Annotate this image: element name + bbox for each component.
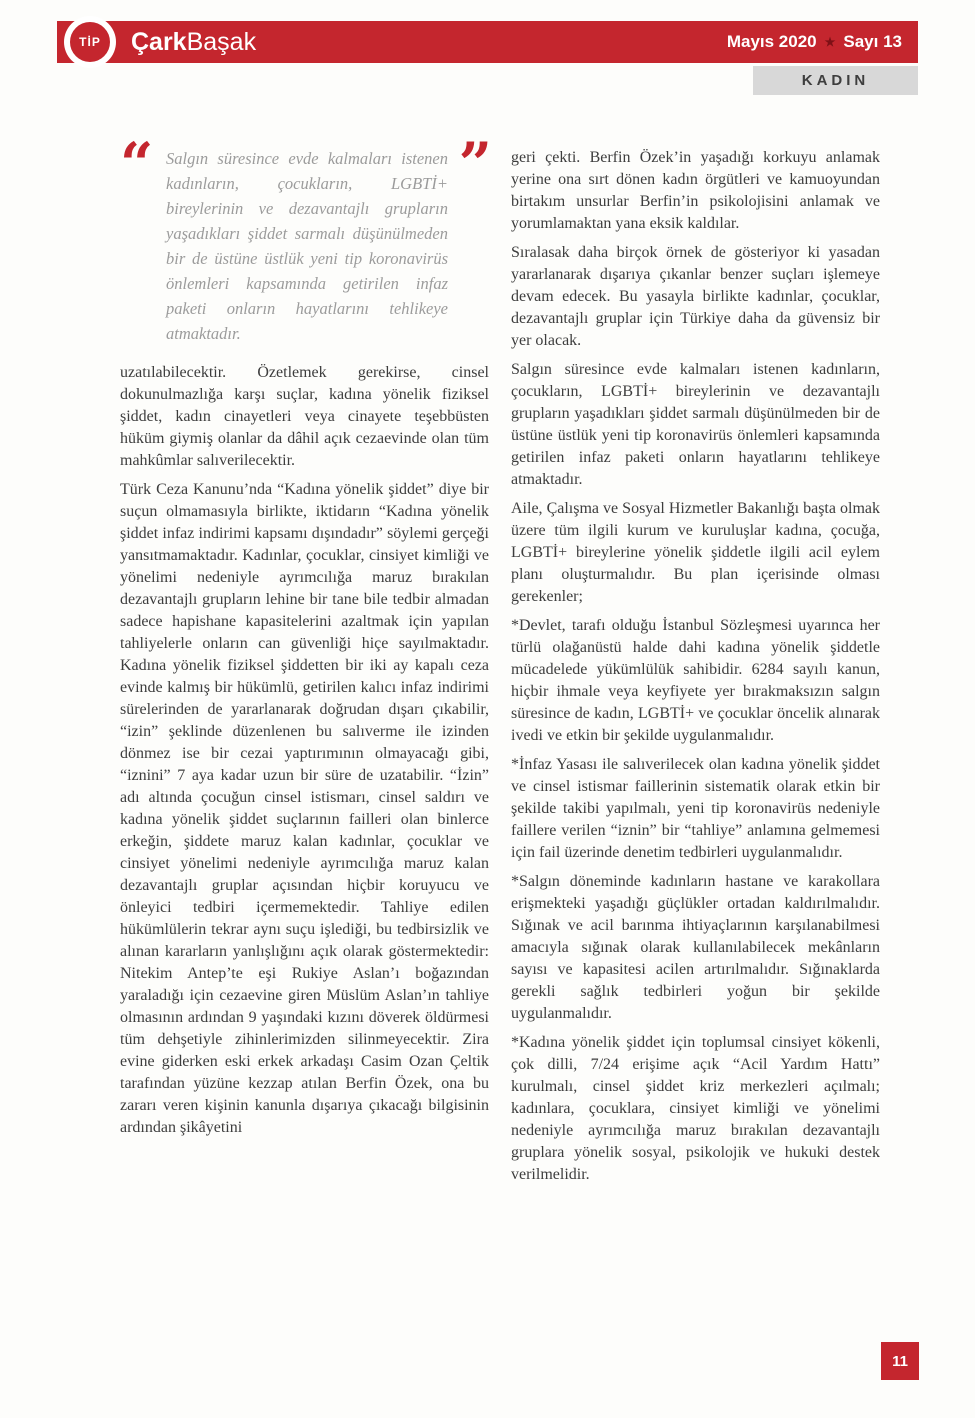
paragraph: Aile, Çalışma ve Sosyal Hizmetler Bakanlığı başta olmak üzere tüm ilgili kurum ve kuruluşlar kadına, çocuğa, LGBTİ+ bireylerine yönelik şiddetle ilgili acil eylem planı oluşturmalıdır. Bu plan içerisinde olması gerekenler; bbox=[511, 500, 880, 605]
paragraph: *Devlet, tarafı olduğu İstanbul Sözleşmesi uyarınca her türlü olağanüstü halde dahi kadına yönelik şiddetle mücadelede yükümlülük sahibidir. 6284 sayılı kanun, hiçbir ihmale veya keyfiyete yer bırakmaksızın salgın süresince de kadın, LGBTİ+ ve çocuklar öncelik alınarak ivedi ve etkin bir şekilde uygulanmalıdır. bbox=[511, 617, 880, 744]
pull-quote-text: Salgın süresince evde kalmaları istenen kadınların, çocukların, LGBTİ+ bireylerinin ve dezavantajlı grupların yaşadıkları şiddet sarmalı düşünülmeden bir de üstüne üstlük yeni tip koronavirüs önlemleri kapsamında getirilen infaz paketi onların hayatlarını tehlikeye atmaktadır. bbox=[166, 149, 448, 343]
section-label-kadin: KADIN bbox=[753, 66, 918, 95]
issue-number: Sayı 13 bbox=[843, 32, 902, 51]
paragraph: *İnfaz Yasası ile salıverilecek olan kadına yönelik şiddet ve cinsel istismar faillerinin sistematik olarak etkin bir şekilde takibi yapılmalı, yeni tip koronavirüs nedeniyle faillere verilen “iznin” bir “tahliye” anlamına gelmemesi için fail üzerinde denetim tedbirleri uygulanmalıdır. bbox=[511, 756, 880, 861]
article-right-column bbox=[511, 147, 880, 1193]
header-bar bbox=[57, 21, 918, 63]
magazine-title-part1: Çark bbox=[131, 27, 187, 56]
open-quote-icon: “ bbox=[120, 130, 154, 198]
article-left-column bbox=[120, 362, 489, 1146]
pull-quote bbox=[120, 130, 492, 346]
magazine-title bbox=[131, 27, 257, 56]
issue-month: Mayıs 2020 bbox=[726, 32, 817, 51]
paragraph: *Salgın döneminde kadınların hastane ve karakollara erişmekteki yaşadığı güçlükler ortadan kaldırılmalıdır. Sığınak ve acil barınma ihtiyaçlarının karşılanabilmesi amacıyla sığınak olarak kullanılabilecek mekânların sayısı ve kapasitesi acilen artırılmalıdır. Sığınaklarda gerekli sağlık tedbirleri yoğun bir şekilde uygulanmalıdır. bbox=[511, 873, 880, 1022]
star-icon: ★ bbox=[824, 35, 836, 49]
party-logo-emblem bbox=[68, 20, 112, 64]
paragraph: Türk Ceza Kanunu’nda “Kadına yönelik şiddet” diye bir suçun olmamasıyla birlikte, iktidarın “Kadına yönelik şiddet infaz indirimi kapsamı dışındadır” söylemi gerçeği yansıtmamaktadır. Kadınlar, çocuklar, cinsiyet kimliği ve yönelimi nedeniyle ayrımcılığa maruz bırakılan dezavantajlı grupların lehine bir tane bile tedbir almadan sadece hapishane kapasitelerini azaltmak için yapılan tahliyelerle onların can güvenliği hiçe sayılmaktadır. Kadına yönelik fiziksel şiddetten bir iki ay kapalı ceza evinde kalmış bir hükümlü, getirilen kalıcı infaz indirimi sürelerinden de yararlanarak doğrudan dışarı çıkabilir, “izin” şeklinde düzenlenen bu salıverme ile izinden dönmez ise bir cezai yaptırımının olmayacağı gibi, “iznini” 7 aya kadar uzun bir süre de uzatabilir. “İzin” adı altında çocuğun cinsel istismarı, cinsel saldırı ve kadına yönelik şiddet suçlarının failleri olan binlerce erkeğin, şiddete maruz kalan kadınlar, çocuklar ve cinsiyet yönelimi nedeniyle ayrımcılığa maruz kalan dezavantajlı gruplar açısından hiçbir koruyucu ve önleyici tedbiri içermemektedir. Tahliye edilen hükümlülerin tekrar aynı suçu işlediği, bu tedbirsizlik ve alınan kararların yanlışlığını açık olarak göstermektedir: Nitekim Antep’te eşi Rukiye Aslan’ı boğazından yaraladığı için cezaevine giren Müslüm Aslan’ın tahliye olmasının ardından 9 yaşındaki kızını döverek öldürmesi tüm dehşetiyle zihinlerimizden silinmeyecektir. Zira evine giderken eski erkek arkadaşı Casim Ozan Çeltik tarafından yüzüne kezzap atılan Berfin Özek, ona bu zararı veren kişinin kanunla dışarıya çıkacağı bilgisinin ardından şikâyetini bbox=[120, 481, 489, 1136]
party-logo bbox=[64, 16, 116, 68]
paragraph: geri çekti. Berfin Özek’in yaşadığı korkuyu anlamak yerine ona sırt dönen kadın örgütleri ve kamuoyundan birtakım unsurlar Berfin’in psikolojisini anlamak ve yorumlamaktan yana eksik kaldılar. bbox=[511, 149, 880, 232]
paragraph: uzatılabilecektir. Özetlemek gerekirse, cinsel dokunulmazlığa karşı suçlar, kadına yönelik fiziksel şiddet, kadın cinayetleri veya cinayete teşebbüsten hüküm giymiş olanlar da dâhil açık cezaevinde olan tüm mahkûmlar salıverilecektir. bbox=[120, 364, 489, 469]
issue-info bbox=[727, 32, 918, 52]
paragraph: Salgın süresince evde kalmaları istenen kadınların, çocukların, LGBTİ+ bireylerinin ve dezavantajlı grupların yaşadıkları şiddet sarmalı düşünülmeden bir de üstüne üstlük yeni tip koronavirüs önlemleri kapsamında getirilen infaz paketi onların hayatlarını tehlikeye atmaktadır. bbox=[511, 361, 880, 488]
magazine-title-part2: Başak bbox=[186, 27, 257, 56]
party-logo-text: TİP bbox=[79, 35, 101, 49]
page-number-badge: 11 bbox=[881, 1342, 919, 1380]
paragraph: *Kadına yönelik şiddet için toplumsal cinsiyet kökenli, çok dilli, 7/24 erişime açık “Acil Yardım Hattı” kurulmalı, cinsel şiddet kriz merkezleri açılmalı; kadınlara, çocuklara, cinsiyet kimliği ve yönelimi nedeniyle ayrımcılığa maruz bırakılan dezavantajlı gruplara yönelik sosyal, psikolojik ve hukuki destek verilmelidir. bbox=[511, 1034, 880, 1183]
paragraph: Sıralasak daha birçok örnek de gösteriyor ki yasadan yararlanarak dışarıya çıkanlar benzer suçları işlemeye devam edecek. Bu yasayla birlikte kadınlar, çocuklar, dezavantajlı gruplar için Türkiye daha da güvensiz bir yer olacak. bbox=[511, 244, 880, 349]
close-quote-icon: ” bbox=[458, 130, 492, 198]
